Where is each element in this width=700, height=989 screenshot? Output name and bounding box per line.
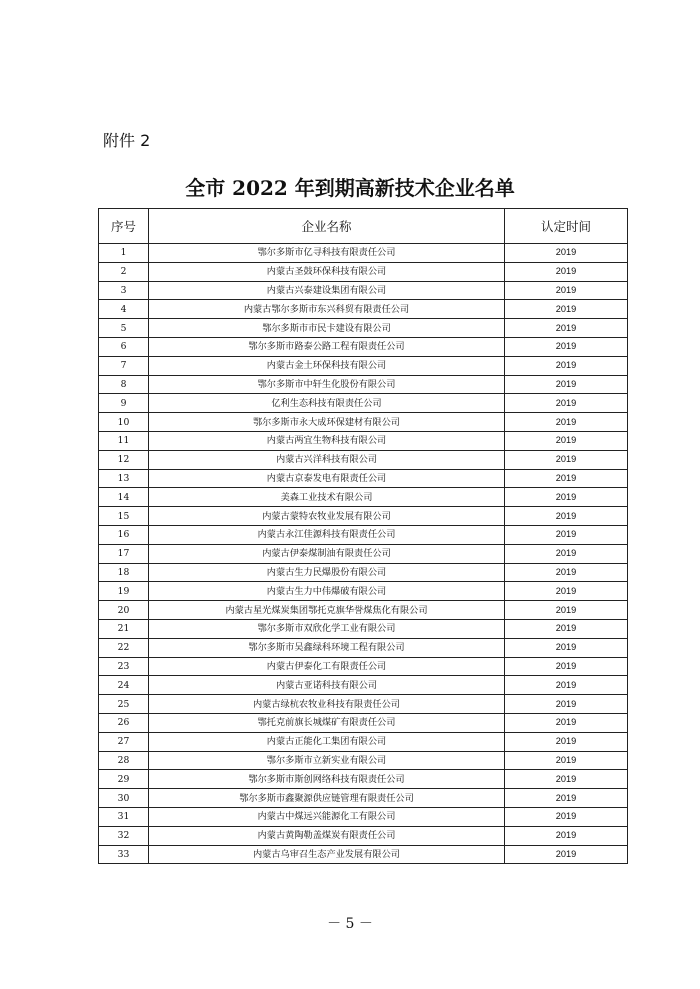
table-row [99, 356, 628, 375]
row-name: 鄂尔多斯市双欣化学工业有限公司 [149, 619, 505, 638]
row-name: 鄂尔多斯市吴鑫绿科环境工程有限公司 [149, 638, 505, 657]
page-title: 全市 2022 年到期高新技术企业名单 [185, 176, 515, 200]
table-row [99, 469, 628, 488]
row-year: 2019 [505, 619, 628, 638]
row-seq: 17 [99, 544, 149, 563]
row-year: 2019 [505, 732, 628, 751]
row-year: 2019 [505, 300, 628, 319]
row-year: 2019 [505, 582, 628, 601]
row-seq: 2 [99, 262, 149, 281]
row-seq: 24 [99, 676, 149, 695]
table-row [99, 544, 628, 563]
row-name: 内蒙古星光煤炭集团鄂托克旗华誉煤焦化有限公司 [149, 601, 505, 620]
row-name: 亿利生态科技有限责任公司 [149, 394, 505, 413]
row-seq: 26 [99, 713, 149, 732]
table-row [99, 807, 628, 826]
row-year: 2019 [505, 525, 628, 544]
row-name: 内蒙古生力中伟爆破有限公司 [149, 582, 505, 601]
row-seq: 30 [99, 789, 149, 808]
row-name: 内蒙古乌审召生态产业发展有限公司 [149, 845, 505, 864]
table-row [99, 262, 628, 281]
row-seq: 15 [99, 507, 149, 526]
row-year: 2019 [505, 431, 628, 450]
row-seq: 31 [99, 807, 149, 826]
table-row [99, 375, 628, 394]
row-name: 内蒙古鄂尔多斯市东兴科贸有限责任公司 [149, 300, 505, 319]
row-seq: 14 [99, 488, 149, 507]
row-year: 2019 [505, 789, 628, 808]
row-year: 2019 [505, 450, 628, 469]
row-name: 内蒙古中煤远兴能源化工有限公司 [149, 807, 505, 826]
row-year: 2019 [505, 676, 628, 695]
row-seq: 19 [99, 582, 149, 601]
row-name: 内蒙古京泰发电有限责任公司 [149, 469, 505, 488]
row-year: 2019 [505, 319, 628, 338]
table-row [99, 525, 628, 544]
row-seq: 27 [99, 732, 149, 751]
row-name: 内蒙古两宜生物科技有限公司 [149, 431, 505, 450]
row-seq: 13 [99, 469, 149, 488]
row-seq: 21 [99, 619, 149, 638]
table-row [99, 488, 628, 507]
row-seq: 29 [99, 770, 149, 789]
table-row [99, 601, 628, 620]
attachment-label: 附件 2 [103, 131, 151, 150]
row-name: 内蒙古永江佳源科技有限责任公司 [149, 525, 505, 544]
table-row [99, 826, 628, 845]
table-row [99, 563, 628, 582]
row-name: 内蒙古生力民爆股份有限公司 [149, 563, 505, 582]
row-name: 鄂尔多斯市鑫聚源供应链管理有限责任公司 [149, 789, 505, 808]
row-seq: 32 [99, 826, 149, 845]
header-name: 企业名称 [149, 209, 505, 244]
row-year: 2019 [505, 807, 628, 826]
row-year: 2019 [505, 469, 628, 488]
row-year: 2019 [505, 394, 628, 413]
row-year: 2019 [505, 488, 628, 507]
header-seq: 序号 [99, 209, 149, 244]
row-name: 美森工业技术有限公司 [149, 488, 505, 507]
row-name: 鄂尔多斯市中轩生化股份有限公司 [149, 375, 505, 394]
row-seq: 28 [99, 751, 149, 770]
table-row [99, 337, 628, 356]
table-row [99, 244, 628, 263]
table-row [99, 751, 628, 770]
table-row [99, 431, 628, 450]
enterprise-table [98, 208, 628, 864]
row-seq: 16 [99, 525, 149, 544]
row-seq: 1 [99, 244, 149, 263]
row-year: 2019 [505, 601, 628, 620]
row-seq: 12 [99, 450, 149, 469]
table-row [99, 845, 628, 864]
row-seq: 9 [99, 394, 149, 413]
row-name: 鄂尔多斯市市民卡建设有限公司 [149, 319, 505, 338]
row-year: 2019 [505, 751, 628, 770]
row-year: 2019 [505, 262, 628, 281]
row-name: 内蒙古绿杭农牧业科技有限责任公司 [149, 695, 505, 714]
page-number: － 5 － [327, 916, 373, 932]
row-year: 2019 [505, 563, 628, 582]
row-name: 内蒙古兴洋科技有限公司 [149, 450, 505, 469]
row-year: 2019 [505, 544, 628, 563]
row-seq: 4 [99, 300, 149, 319]
table-row [99, 770, 628, 789]
table-header-row [99, 209, 628, 244]
table-row [99, 619, 628, 638]
row-name: 内蒙古亚诺科技有限公司 [149, 676, 505, 695]
table-row [99, 507, 628, 526]
row-name: 内蒙古蒙特农牧业发展有限公司 [149, 507, 505, 526]
row-year: 2019 [505, 695, 628, 714]
row-seq: 22 [99, 638, 149, 657]
row-year: 2019 [505, 826, 628, 845]
row-seq: 7 [99, 356, 149, 375]
row-year: 2019 [505, 281, 628, 300]
row-name: 鄂尔多斯市路泰公路工程有限责任公司 [149, 337, 505, 356]
row-year: 2019 [505, 507, 628, 526]
row-year: 2019 [505, 337, 628, 356]
row-year: 2019 [505, 713, 628, 732]
row-name: 鄂托克前旗长城煤矿有限责任公司 [149, 713, 505, 732]
row-seq: 11 [99, 431, 149, 450]
table-row [99, 281, 628, 300]
table-row [99, 413, 628, 432]
row-seq: 23 [99, 657, 149, 676]
table-row [99, 657, 628, 676]
row-seq: 33 [99, 845, 149, 864]
row-name: 内蒙古金土环保科技有限公司 [149, 356, 505, 375]
row-name: 鄂尔多斯市亿寻科技有限责任公司 [149, 244, 505, 263]
table-row [99, 638, 628, 657]
row-name: 鄂尔多斯市斯创网络科技有限责任公司 [149, 770, 505, 789]
table-row [99, 319, 628, 338]
row-name: 鄂尔多斯市立新实业有限公司 [149, 751, 505, 770]
row-name: 内蒙古正能化工集团有限公司 [149, 732, 505, 751]
row-year: 2019 [505, 770, 628, 789]
row-name: 鄂尔多斯市永大成环保建材有限公司 [149, 413, 505, 432]
table-row [99, 300, 628, 319]
table-row [99, 713, 628, 732]
table-row [99, 394, 628, 413]
header-year: 认定时间 [505, 209, 628, 244]
table-row [99, 789, 628, 808]
table-row [99, 695, 628, 714]
table-row [99, 676, 628, 695]
row-seq: 8 [99, 375, 149, 394]
row-name: 内蒙古黄陶勒盖煤炭有限责任公司 [149, 826, 505, 845]
row-year: 2019 [505, 375, 628, 394]
row-year: 2019 [505, 413, 628, 432]
row-year: 2019 [505, 657, 628, 676]
row-name: 内蒙古兴泰建设集团有限公司 [149, 281, 505, 300]
row-name: 内蒙古伊泰化工有限责任公司 [149, 657, 505, 676]
row-name: 内蒙古圣鼓环保科技有限公司 [149, 262, 505, 281]
row-year: 2019 [505, 638, 628, 657]
row-year: 2019 [505, 244, 628, 263]
row-seq: 6 [99, 337, 149, 356]
table-row [99, 582, 628, 601]
row-seq: 25 [99, 695, 149, 714]
row-name: 内蒙古伊泰煤制油有限责任公司 [149, 544, 505, 563]
row-seq: 20 [99, 601, 149, 620]
table-row [99, 450, 628, 469]
row-seq: 3 [99, 281, 149, 300]
row-seq: 18 [99, 563, 149, 582]
row-seq: 10 [99, 413, 149, 432]
row-year: 2019 [505, 845, 628, 864]
row-seq: 5 [99, 319, 149, 338]
table-row [99, 732, 628, 751]
row-year: 2019 [505, 356, 628, 375]
